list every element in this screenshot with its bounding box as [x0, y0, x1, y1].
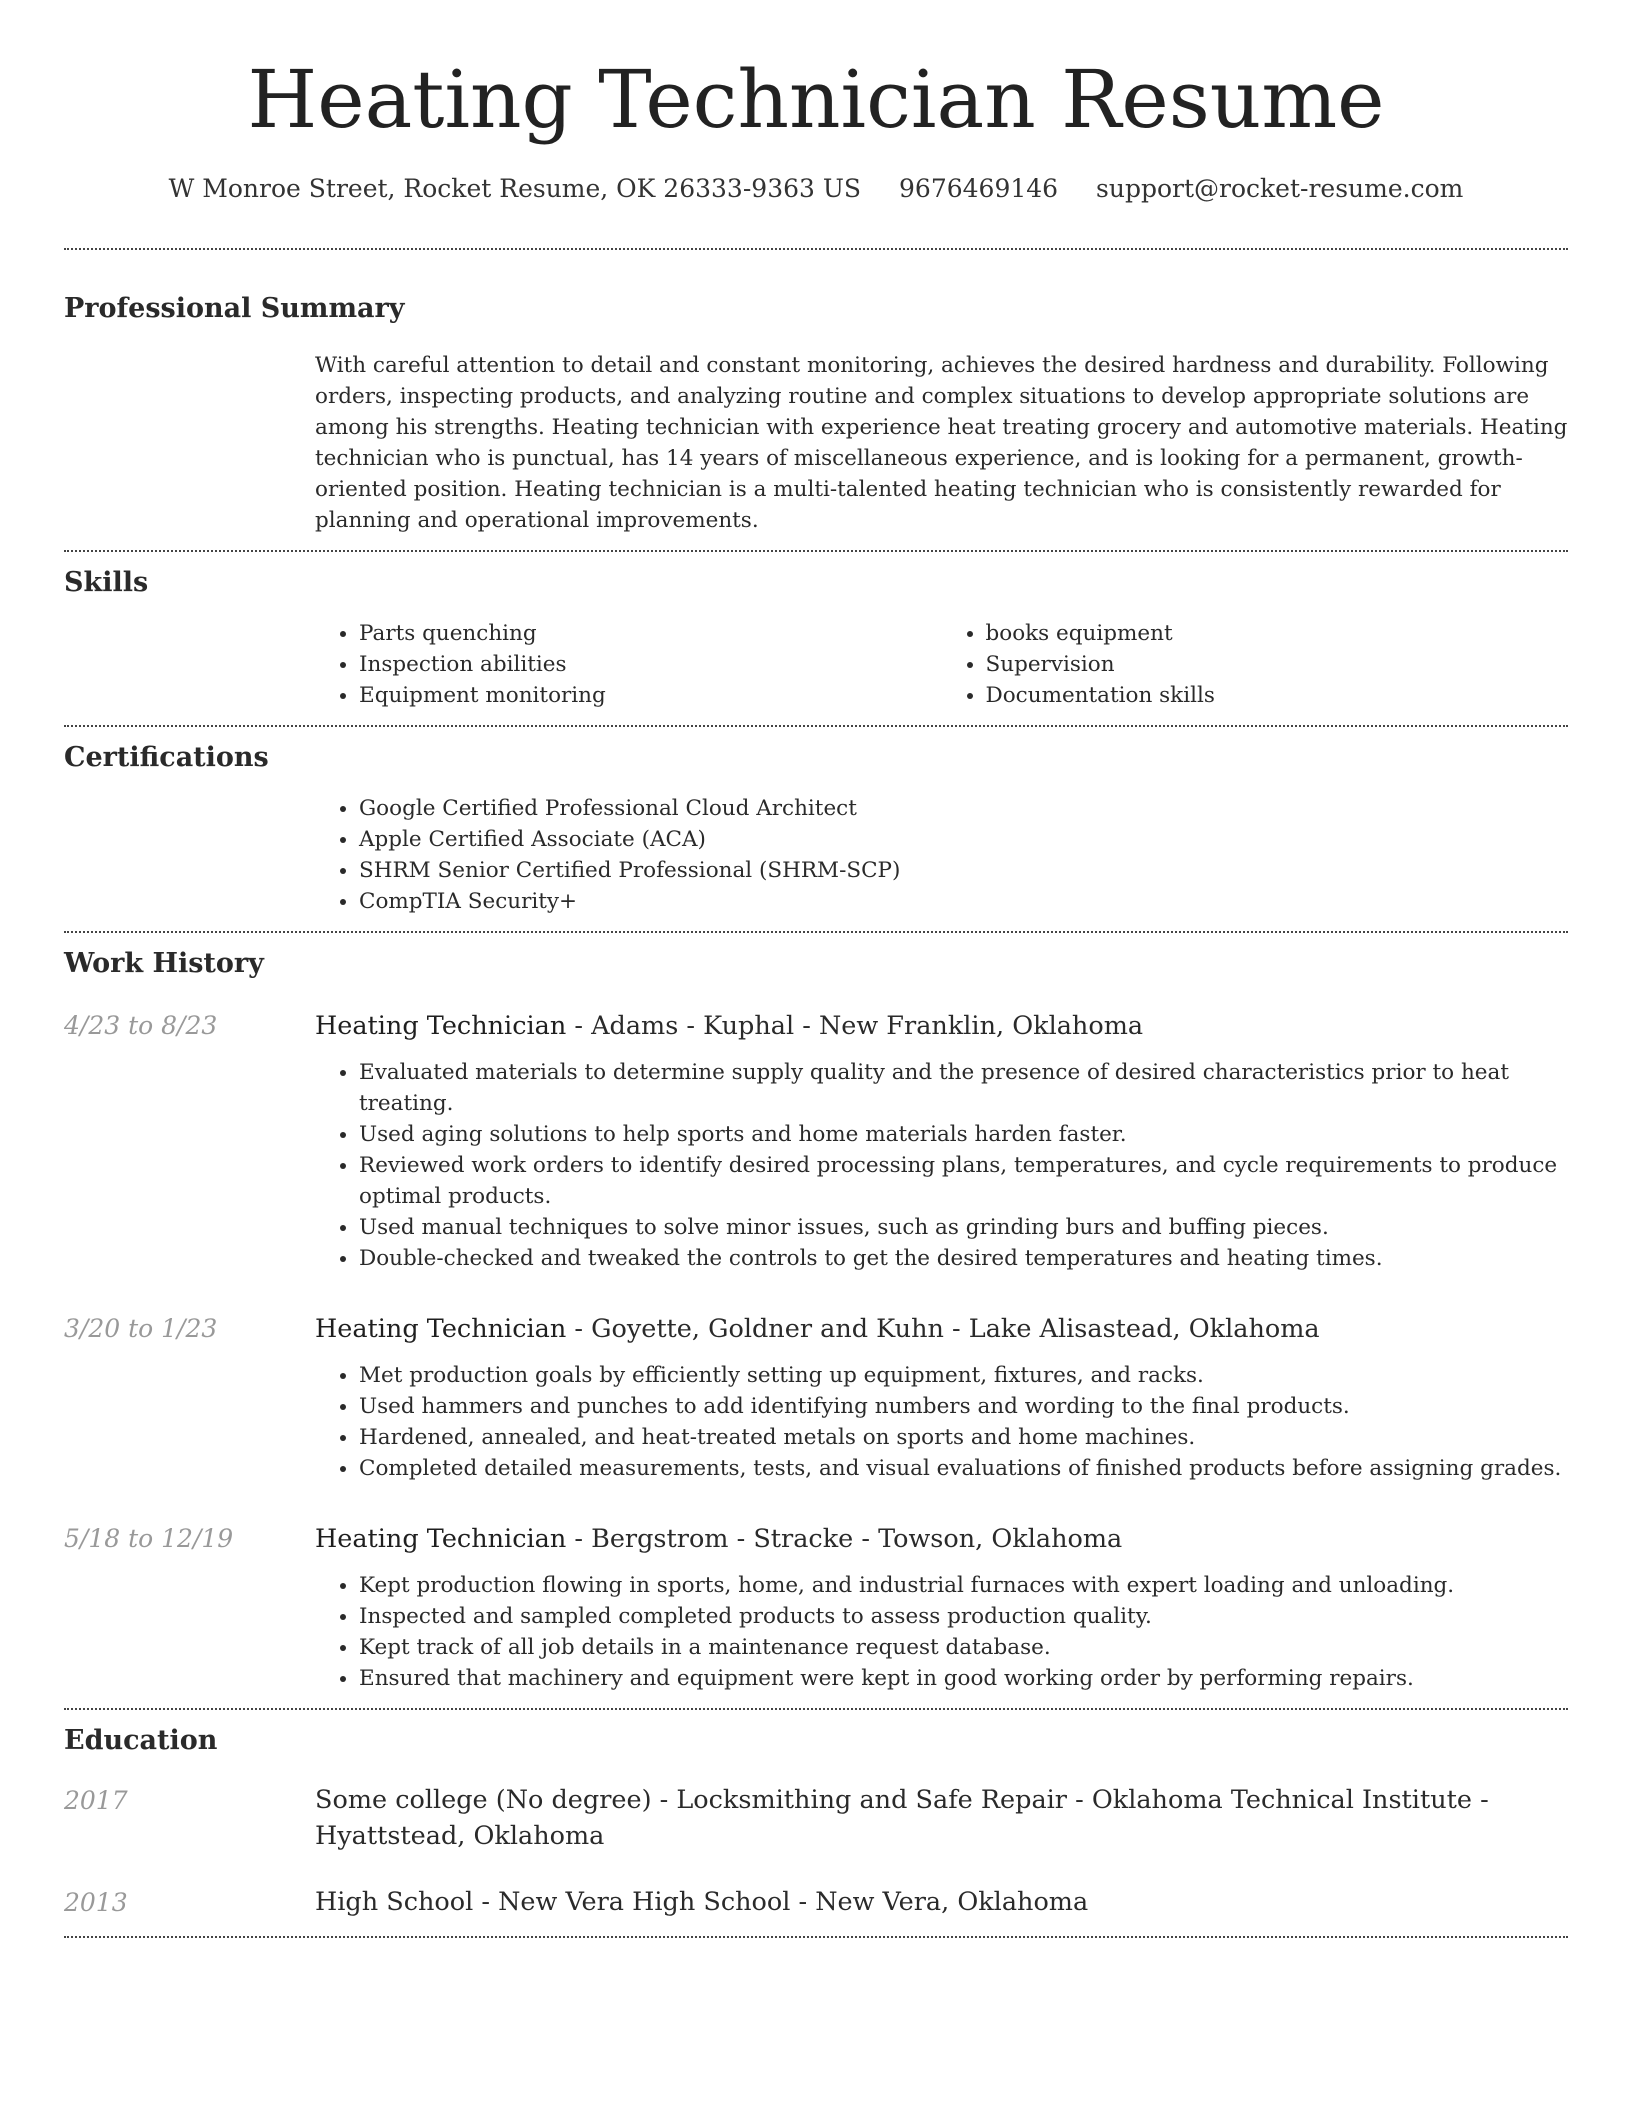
- certification-item: • SHRM Senior Certified Professional (SHRM-SCP): [359, 855, 1568, 886]
- section-skills: [64, 552, 1568, 725]
- section-title-certifications: Certifications: [64, 742, 269, 773]
- job-bullets: [315, 1570, 1568, 1694]
- skill-item: • Parts quenching: [359, 618, 942, 649]
- certification-item: • Apple Certified Associate (ACA): [359, 824, 1568, 855]
- education-degree: High School: [315, 1887, 474, 1917]
- education-heading: [315, 1782, 1568, 1854]
- section-title-skills: Skills: [64, 567, 149, 598]
- job-bullet: • Ensured that machinery and equipment were kept in good working order by performing repairs.: [359, 1663, 1568, 1694]
- education-year: 2017: [64, 1786, 128, 1815]
- job-bullet: • Met production goals by efficiently setting up equipment, fixtures, and racks.: [359, 1360, 1568, 1391]
- page-title: Heating Technician Resume: [247, 53, 1385, 146]
- job-bullet: • Kept production flowing in sports, home, and industrial furnaces with expert loading and unloading.: [359, 1570, 1568, 1601]
- contact-phone: 9676469146: [899, 174, 1059, 203]
- job-bullet: • Used hammers and punches to add identifying numbers and wording to the final products.: [359, 1391, 1568, 1422]
- section-certifications: [64, 727, 1568, 931]
- job-heading: [315, 1310, 1568, 1348]
- section-summary: [64, 250, 1568, 550]
- contact-email: support@rocket-resume.com: [1096, 174, 1464, 203]
- education-year: 2013: [64, 1888, 128, 1917]
- section-education: [64, 1710, 1568, 1936]
- job-entry: [64, 1520, 1568, 1694]
- job-bullet: • Inspected and sampled completed products to assess production quality.: [359, 1601, 1568, 1632]
- contact-line: [64, 172, 1568, 206]
- job-entry: [64, 1007, 1568, 1274]
- summary-text: With careful attention to detail and constant monitoring, achieves the desired hardness and durability. Following orders, inspecting products, and analyzing routine and complex situations to develop appropriate solutions are among his strengths. Heating technician with experience heat treating grocery and automotive materials. Heating technician who is punctual, has 14 years of miscellaneous experience, and is looking for a permanent, growth-oriented position. Heating technician is a multi-talented heating technician who is consistently rewarded for planning and operational improvements.: [315, 353, 1568, 533]
- certification-item: • Google Certified Professional Cloud Architect: [359, 793, 1568, 824]
- job-bullet: • Double-checked and tweaked the controls to get the desired temperatures and heating times.: [359, 1243, 1568, 1274]
- skill-item: • Inspection abilities: [359, 649, 942, 680]
- job-employer: - Bergstrom - Stracke - Towson, Oklahoma: [566, 1524, 1123, 1554]
- contact-address: W Monroe Street, Rocket Resume, OK 26333-9363 US: [168, 174, 862, 203]
- job-heading: [315, 1007, 1568, 1045]
- job-bullet: • Used aging solutions to help sports and home materials harden faster.: [359, 1119, 1568, 1150]
- job-heading: [315, 1520, 1568, 1558]
- job-bullet: • Completed detailed measurements, tests, and visual evaluations of finished products before assigning grades.: [359, 1453, 1568, 1484]
- job-role: Heating Technician: [315, 1524, 567, 1554]
- job-role: Heating Technician: [315, 1314, 567, 1344]
- education-school: - Oklahoma Technical Institute - Hyattstead, Oklahoma: [315, 1785, 1489, 1851]
- skills-list-left: [315, 618, 942, 711]
- education-entry: [64, 1782, 1568, 1854]
- education-school: - New Vera High School - New Vera, Oklahoma: [473, 1887, 1089, 1917]
- job-bullets: [315, 1057, 1568, 1274]
- job-bullet: • Hardened, annealed, and heat-treated metals on sports and home machines.: [359, 1422, 1568, 1453]
- job-dates: 5/18 to 12/19: [64, 1524, 234, 1553]
- certification-item: • CompTIA Security+: [359, 886, 1568, 917]
- skill-item: • Documentation skills: [986, 680, 1569, 711]
- job-entry: [64, 1310, 1568, 1484]
- education-degree: Some college (No degree) - Locksmithing and Safe Repair: [315, 1785, 1068, 1815]
- job-dates: 3/20 to 1/23: [64, 1314, 218, 1343]
- certifications-list: [315, 793, 1568, 917]
- job-dates: 4/23 to 8/23: [64, 1011, 218, 1040]
- skill-item: • Supervision: [986, 649, 1569, 680]
- section-title-work-history: Work History: [64, 948, 264, 979]
- job-bullet: • Reviewed work orders to identify desired processing plans, temperatures, and cycle requirements to produce optimal products.: [359, 1150, 1568, 1212]
- skills-list-right: [942, 618, 1569, 711]
- education-heading: [315, 1884, 1568, 1920]
- divider: [64, 1936, 1568, 1938]
- job-bullet: • Kept track of all job details in a maintenance request database.: [359, 1632, 1568, 1663]
- job-bullet: • Evaluated materials to determine supply quality and the presence of desired characteristics prior to heat treating.: [359, 1057, 1568, 1119]
- skill-item: • Equipment monitoring: [359, 680, 942, 711]
- job-employer: - Adams - Kuphal - New Franklin, Oklahoma: [566, 1011, 1144, 1041]
- job-bullets: [315, 1360, 1568, 1484]
- section-work-history: [64, 933, 1568, 1708]
- skill-item: • books equipment: [986, 618, 1569, 649]
- section-title-summary: Professional Summary: [64, 293, 405, 324]
- section-title-education: Education: [64, 1725, 218, 1756]
- job-role: Heating Technician: [315, 1011, 567, 1041]
- job-employer: - Goyette, Goldner and Kuhn - Lake Alisastead, Oklahoma: [566, 1314, 1320, 1344]
- education-entry: [64, 1884, 1568, 1922]
- job-bullet: • Used manual techniques to solve minor issues, such as grinding burs and buffing pieces.: [359, 1212, 1568, 1243]
